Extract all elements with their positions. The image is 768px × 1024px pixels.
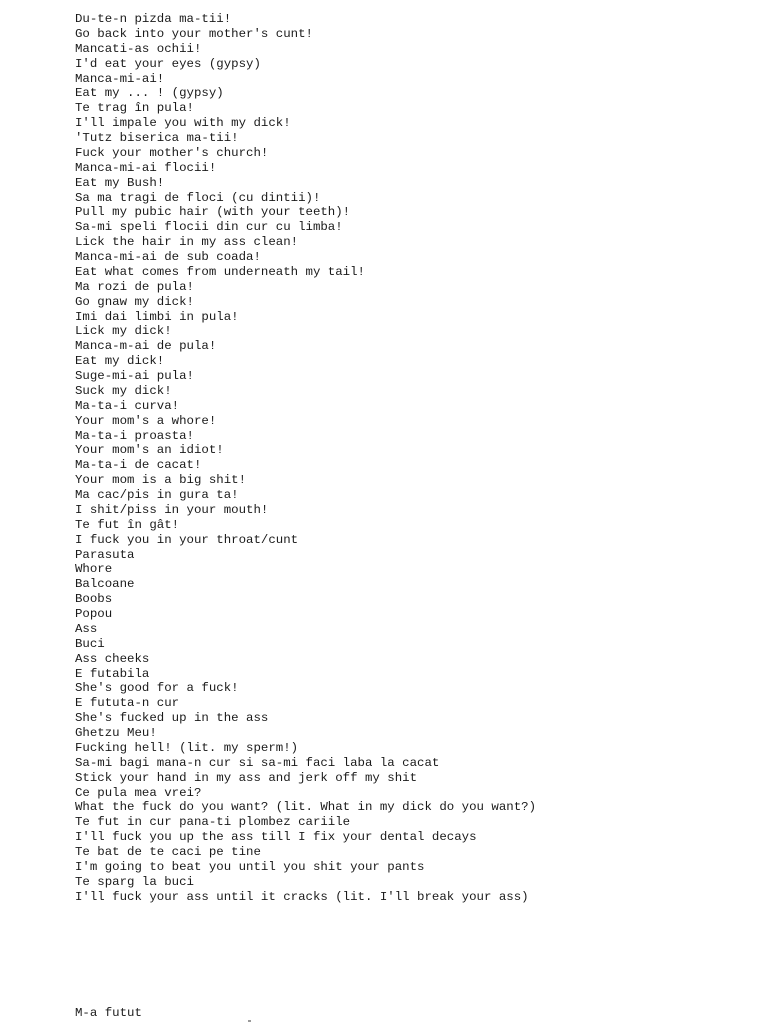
text-line: I'd eat your eyes (gypsy) xyxy=(75,56,261,71)
text-line: I shit/piss in your mouth! xyxy=(75,502,269,517)
text-line: Lick the hair in my ass clean! xyxy=(75,235,299,250)
text-line: Lick my dick! xyxy=(75,324,172,339)
text-line: Manca-mi-ai flocii! xyxy=(75,160,217,175)
text-line: Eat my ... ! (gypsy) xyxy=(75,86,224,101)
text-line: Ass cheeks xyxy=(75,651,150,666)
text-line: Stick your hand in my ass and jerk off my shit xyxy=(75,770,418,785)
text-line: I'll impale you with my dick! xyxy=(75,116,291,131)
text-line: Eat my dick! xyxy=(75,354,165,369)
text-line: Te sparg la buci xyxy=(75,874,194,889)
text-line: I'll fuck you up the ass till I fix your dental decays xyxy=(75,830,477,845)
text-line: Manca-mi-ai de sub coada! xyxy=(75,250,261,264)
text-line: Buci xyxy=(75,636,105,651)
text-line: Imi dai limbi in pula! xyxy=(75,309,239,324)
text-line: Sa-mi speli flocii din cur cu limba! xyxy=(75,220,343,235)
text-line: Balcoane xyxy=(75,577,135,592)
text-line: Fuck your mother's church! xyxy=(75,145,269,160)
text-line: Ghetzu Meu! xyxy=(75,726,157,740)
text-line: Manca-mi-ai! xyxy=(75,71,165,86)
text-line: Ass xyxy=(75,621,98,636)
phrase-list xyxy=(75,12,536,905)
text-line: Eat my Bush! xyxy=(75,175,165,190)
trailing-line: M-a futut xyxy=(75,1006,142,1020)
text-line: Ma rozi de pula! xyxy=(75,279,194,294)
text-line: Te trag în pula! xyxy=(75,101,194,116)
text-line: I fuck you in your throat/cunt xyxy=(75,532,299,547)
text-line: Go gnaw my dick! xyxy=(75,294,194,309)
text-line: Ma-ta-i curva! xyxy=(75,398,180,413)
text-line: I'll fuck your ass until it cracks (lit. I'll break your ass) xyxy=(75,889,529,904)
text-line: Te fut în gât! xyxy=(75,517,180,532)
text-line: Du-te-n pizda ma-tii! xyxy=(75,12,232,26)
text-line: Ce pula mea vrei? xyxy=(75,785,202,800)
text-line: Go back into your mother's cunt! xyxy=(75,26,313,41)
text-line: Suck my dick! xyxy=(75,383,172,398)
text-line: Eat what comes from underneath my tail! xyxy=(75,264,365,279)
text-line: She's good for a fuck! xyxy=(75,681,239,696)
text-line: She's fucked up in the ass xyxy=(75,711,269,726)
text-line: Parasuta xyxy=(75,547,135,562)
text-line: E fututa-n cur xyxy=(75,696,180,711)
text-line: Popou xyxy=(75,607,113,621)
text-line: Your mom's a whore! xyxy=(75,413,217,428)
text-line: 'Tutz biserica ma-tii! xyxy=(75,131,239,145)
text-line: Sa-mi bagi mana-n cur si sa-mi faci laba la cacat xyxy=(75,755,440,770)
text-line: Fucking hell! (lit. my sperm!) xyxy=(75,740,299,755)
text-line: Mancati-as ochii! xyxy=(75,41,202,56)
text-line: Your mom's an idiot! xyxy=(75,443,224,458)
text-line: Your mom is a big shit! xyxy=(75,473,247,488)
text-line: Whore xyxy=(75,562,113,577)
text-line: Ma-ta-i de cacat! xyxy=(75,458,202,473)
text-line: Manca-m-ai de pula! xyxy=(75,339,217,354)
cut-off-text-mark xyxy=(248,1020,251,1022)
text-line: Pull my pubic hair (with your teeth)! xyxy=(75,205,351,220)
text-line: Ma cac/pis in gura ta! xyxy=(75,488,239,502)
text-line: Te fut in cur pana-ti plombez cariile xyxy=(75,815,351,830)
text-line: E futabila xyxy=(75,666,150,681)
text-line: What the fuck do you want? (lit. What in my dick do you want?) xyxy=(75,800,537,815)
text-line: Te bat de te caci pe tine xyxy=(75,845,261,859)
text-line: Suge-mi-ai pula! xyxy=(75,369,194,383)
text-line: I'm going to beat you until you shit your pants xyxy=(75,859,425,874)
text-line: Ma-ta-i proasta! xyxy=(75,428,194,443)
text-line: Boobs xyxy=(75,592,113,607)
text-line: Sa ma tragi de floci (cu dintii)! xyxy=(75,190,321,205)
